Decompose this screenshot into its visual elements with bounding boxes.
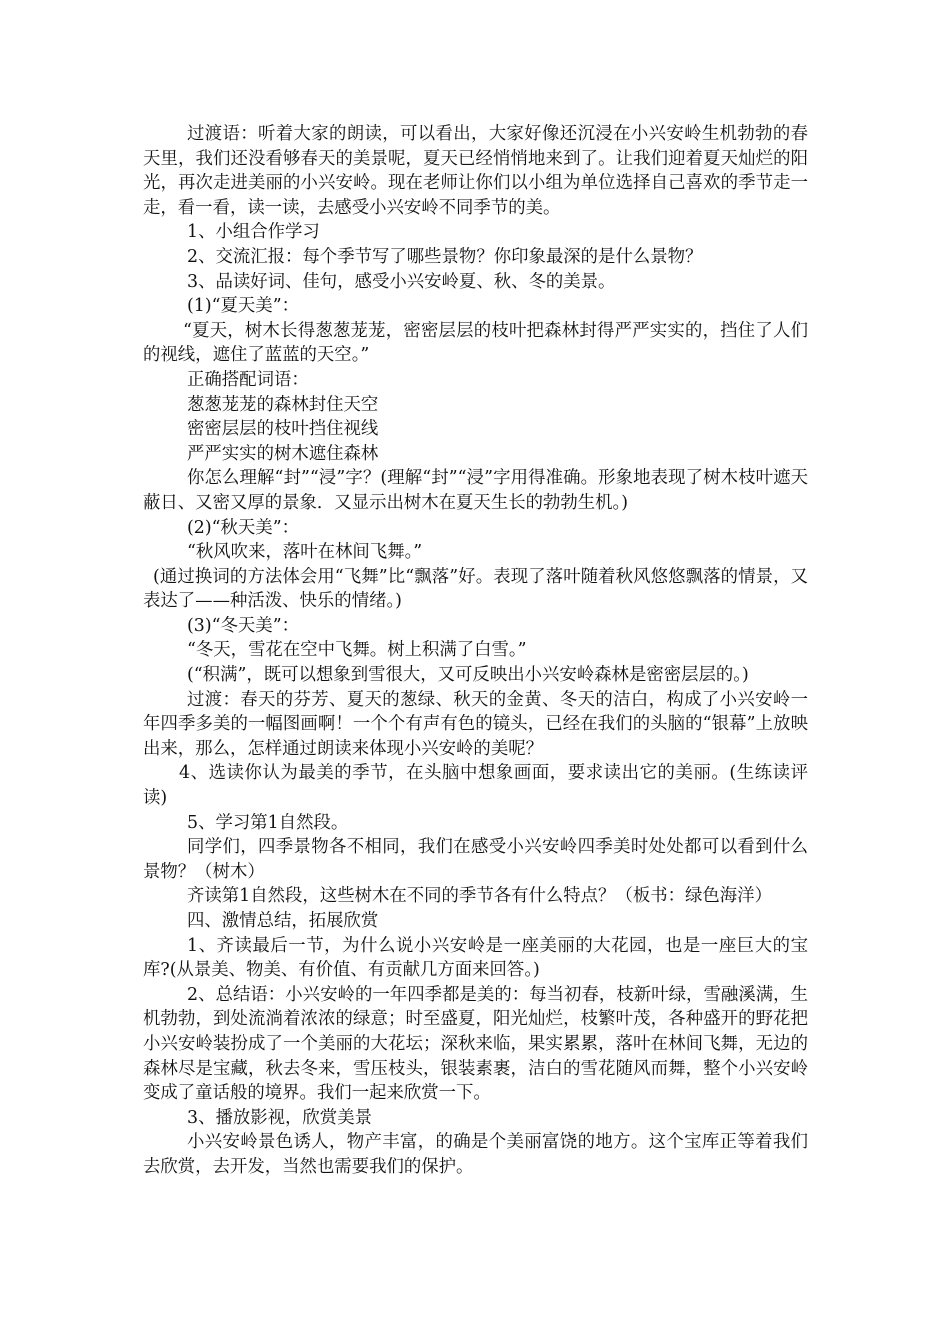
paragraph-word-match-2: 密密层层的枝叶挡住视线 — [187, 419, 379, 440]
paragraph-autumn-heading: (2)“秋天美”： — [187, 517, 299, 538]
paragraph-summer-quote: “夏天，树木长得葱葱茏茏，密密层层的枝叶把森林封得严严实实的，挡住了人们的视线，遮住了蓝蓝的天空。” — [143, 320, 808, 366]
paragraph-step-5: 5、学习第1自然段。 — [187, 812, 349, 833]
paragraph-winter-heading: (3)“冬天美”： — [187, 615, 299, 636]
paragraph-winter-quote: “冬天，雪花在空中飞舞。树上积满了白雪。” — [187, 640, 527, 661]
paragraph-trees-question: 同学们，四季景物各不相同，我们在感受小兴安岭四季美时处处都可以看到什么景物？（树木） — [143, 837, 808, 882]
paragraph-winter-note: (“积满”，既可以想象到雪很大，又可反映出小兴安岭森林是密密层层的。) — [187, 665, 749, 686]
paragraph-closing: 小兴安岭景色诱人，物产丰富，的确是个美丽富饶的地方。这个宝库正等着我们去欣赏，去开发，当然也需要我们的保护。 — [143, 1132, 808, 1177]
paragraph-step-3: 3、品读好词、佳句，感受小兴安岭夏、秋、冬的美景。 — [187, 271, 616, 292]
paragraph-autumn-quote: “秋风吹来，落叶在林间飞舞。” — [187, 542, 423, 563]
paragraph-read-first-section: 齐读第1自然段，这些树木在不同的季节各有什么特点？（板书：绿色海洋） — [187, 886, 772, 907]
paragraph-word-match-3: 严严实实的树木遮住森林 — [187, 443, 379, 464]
paragraph-step-2: 2、交流汇报：每个季节写了哪些景物？你印象最深的是什么景物？ — [187, 246, 703, 267]
paragraph-summary-3: 3、播放影视，欣赏美景 — [187, 1107, 372, 1128]
paragraph-word-match-1: 葱葱茏茏的森林封住天空 — [187, 394, 379, 415]
paragraph-understand-feng: 你怎么理解“封”“浸”字？(理解“封”“浸”字用得准确。形象地表现了树木枝叶遮天蔽日、又密又厚的景象．又显示出树木在夏天生长的勃勃生机。) — [143, 468, 808, 513]
paragraph-section-four-heading: 四、激情总结，拓展欣赏 — [187, 911, 379, 931]
paragraph-step-1: 1、小组合作学习 — [187, 222, 320, 243]
paragraph-step-4: 4、选读你认为最美的季节，在头脑中想象画面，要求读出它的美丽。(生练读评读) — [143, 763, 808, 809]
paragraph-summary-1: 1、齐读最后一节，为什么说小兴安岭是一座美丽的大花园，也是一座巨大的宝库?(从景美、物美、有价值、有贡献几方面来回答。) — [143, 935, 808, 981]
paragraph-summer-heading: (1)“夏天美”： — [187, 296, 299, 317]
paragraph-transition-summer: 过渡语：听着大家的朗读，可以看出，大家好像还沉浸在小兴安岭生机勃勃的春天里，我们还没看够春天的美景呢，夏天已经悄悄地来到了。让我们迎着夏天灿烂的阳光，再次走进美丽的小兴安岭。现在老师让你们以小组为单位选择自己喜欢的季节走一走，看一看，读一读，去感受小兴安岭不同季节的美。 — [143, 124, 808, 218]
paragraph-word-match-title: 正确搭配词语： — [187, 369, 309, 390]
document-body — [143, 122, 808, 1180]
paragraph-autumn-note: (通过换词的方法体会用“飞舞”比“飘落”好。表现了落叶随着秋风悠悠飘落的情景，又表达了——种活泼、快乐的情绪。) — [143, 566, 808, 612]
paragraph-summary-2: 2、总结语：小兴安岭的一年四季都是美的：每当初春，枝新叶绿，雪融溪满，生机勃勃，到处流淌着浓浓的绿意；时至盛夏，阳光灿烂，枝繁叶茂，各种盛开的野花把小兴安岭装扮成了一个美丽的大花坛；深秋来临，果实累累，落叶在林间飞舞，无边的森林尽是宝藏，秋去冬来，雪压枝头，银装素裹，洁白的雪花随风而舞，整个小兴安岭变成了童话般的境界。我们一起来欣赏一下。 — [143, 984, 808, 1104]
paragraph-transition-reading: 过渡：春天的芬芳、夏天的葱绿、秋天的金黄、冬天的洁白，构成了小兴安岭一年四季多美的一幅图画啊！一个个有声有色的镜头，已经在我们的头脑的“银幕”上放映出来，那么，怎样通过朗读来体现小兴安岭的美呢？ — [143, 689, 808, 759]
